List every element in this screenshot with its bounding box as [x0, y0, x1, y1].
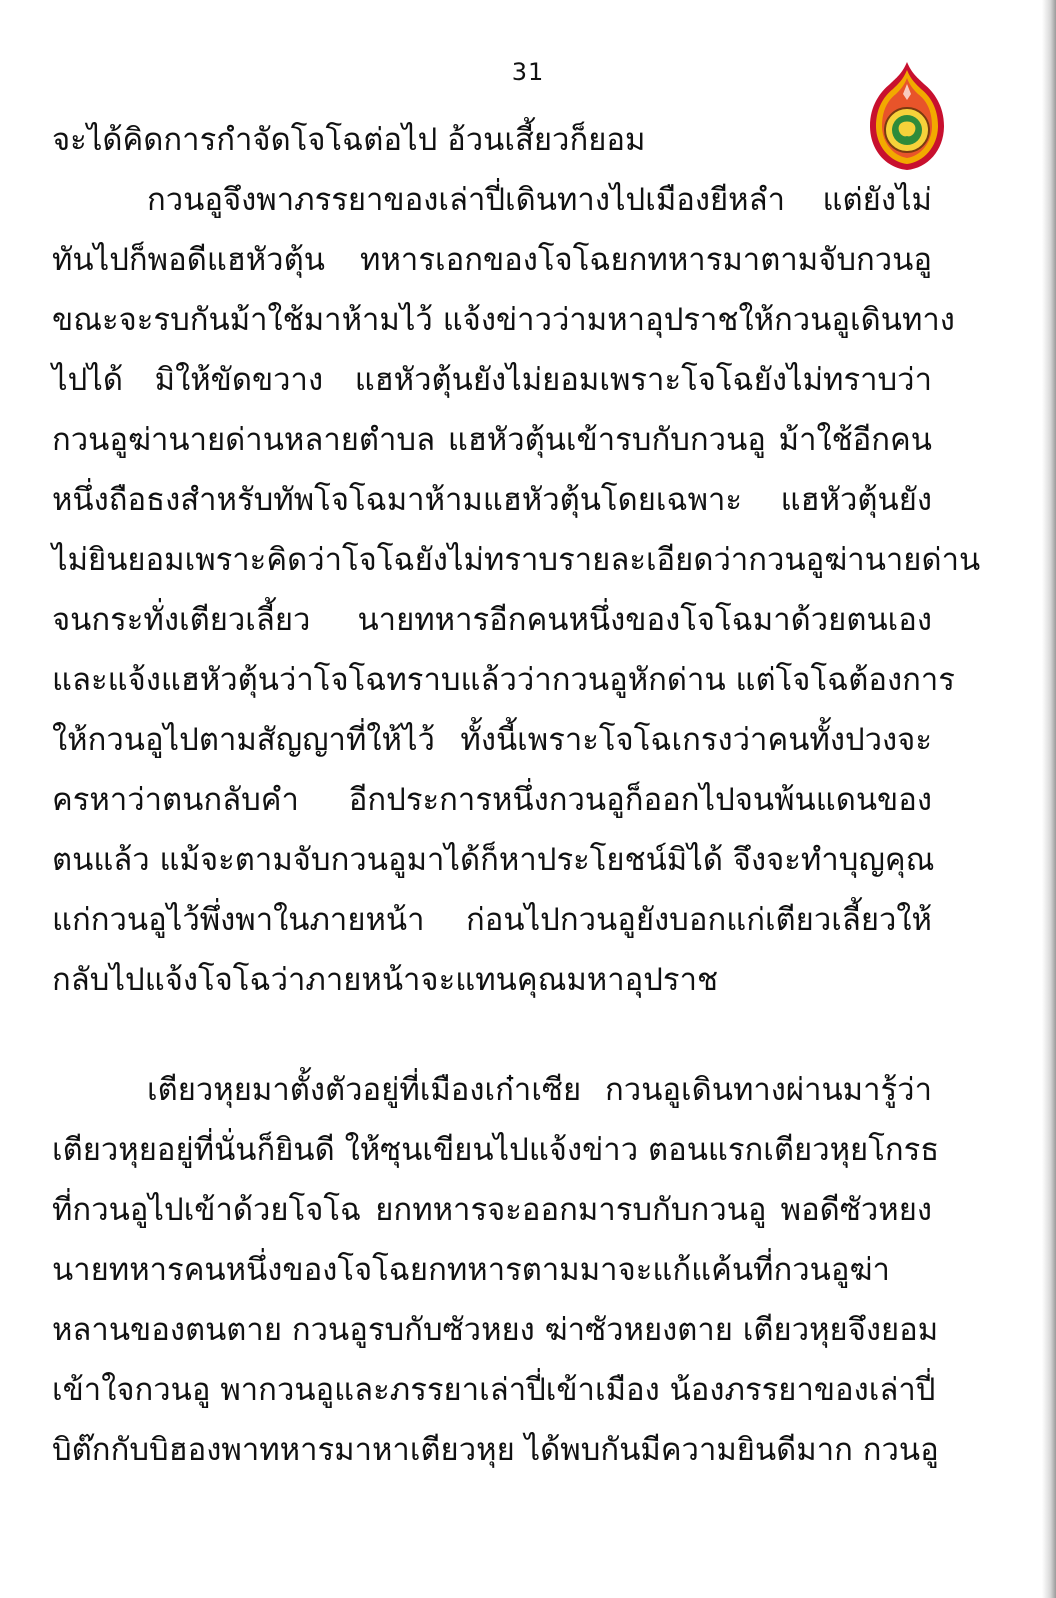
- paragraph-2-line-12: ตนแล้ว แม้จะตามจับกวนอูมาได้ก็หาประโยชน์มิได้ จึงจะทำบุญคุณ: [52, 842, 935, 878]
- paragraph-3-line-1: เตียวหุยมาตั้งตัวอยู่ที่เมืองเก๋าเซีย กวนอูเดินทางผ่านมารู้ว่า: [147, 1072, 932, 1108]
- paragraph-3-line-3: ที่กวนอูไปเข้าด้วยโจโฉ ยกทหารจะออกมารบกับกวนอู พอดีซัวหยง: [52, 1192, 932, 1228]
- paragraph-2-line-7: ไม่ยินยอมเพราะคิดว่าโจโฉยังไม่ทราบรายละเอียดว่ากวนอูฆ่านายด่าน: [52, 542, 981, 578]
- paragraph-3-line-6: เข้าใจกวนอู พากวนอูและภรรยาเล่าปี่เข้าเมือง น้องภรรยาของเล่าปี่: [52, 1372, 936, 1408]
- paragraph-3-line-7: บิต๊กกับบิฮองพาทหารมาหาเตียวหุย ได้พบกันมีความยินดีมาก กวนอู: [52, 1432, 939, 1468]
- paragraph-2-line-6: หนึ่งถือธงสำหรับทัพโจโฉมาห้ามแฮหัวตุ้นโดยเฉพาะ แฮหัวตุ้นยัง: [52, 482, 932, 518]
- paragraph-2-line-9: และแจ้งแฮหัวตุ้นว่าโจโฉทราบแล้วว่ากวนอูหักด่าน แต่โจโฉต้องการ: [52, 662, 955, 698]
- paragraph-3-line-2: เตียวหุยอยู่ที่นั่นก็ยินดี ให้ซุนเขียนไปแจ้งข่าว ตอนแรกเตียวหุยโกรธ: [52, 1132, 940, 1168]
- paragraph-2-line-1: กวนอูจึงพาภรรยาของเล่าปี่เดินทางไปเมืองยีหลำ แต่ยังไม่: [147, 182, 932, 218]
- paragraph-3-line-4: นายทหารคนหนึ่งของโจโฉยกทหารตามมาจะแก้แค้นที่กวนอูฆ่า: [52, 1252, 890, 1288]
- paragraph-2-line-3: ขณะจะรบกันม้าใช้มาห้ามไว้ แจ้งข่าวว่ามหาอุปราชให้กวนอูเดินทาง: [52, 302, 955, 338]
- paragraph-2-line-14: กลับไปแจ้งโจโฉว่าภายหน้าจะแทนคุณมหาอุปราช: [52, 962, 719, 998]
- scan-page-edge: [1042, 0, 1056, 1598]
- paragraph-2-line-8: จนกระทั่งเตียวเลี้ยว นายทหารอีกคนหนึ่งของโจโฉมาด้วยตนเอง: [52, 602, 932, 638]
- text-body-top: [52, 110, 981, 1010]
- paragraph-3-line-5: หลานของตนตาย กวนอูรบกับซัวหยง ฆ่าซัวหยงตาย เตียวหุยจึงยอม: [52, 1312, 939, 1348]
- page-number: 31: [511, 58, 545, 86]
- paragraph-2-line-10: ให้กวนอูไปตามสัญญาที่ให้ไว้ ทั้งนี้เพราะโจโฉเกรงว่าคนทั้งปวงจะ: [52, 722, 932, 758]
- text-body-bottom: [52, 1060, 940, 1480]
- paragraph-2-line-11: ครหาว่าตนกลับคำ อีกประการหนึ่งกวนอูก็ออกไปจนพ้นแดนของ: [52, 782, 932, 818]
- paragraph-2-line-4: ไปได้ มิให้ขัดขวาง แฮหัวตุ้นยังไม่ยอมเพราะโจโฉยังไม่ทราบว่า: [52, 362, 932, 398]
- paragraph-2-line-2: ทันไปก็พอดีแฮหัวตุ้น ทหารเอกของโจโฉยกทหารมาตามจับกวนอู: [52, 242, 932, 278]
- paragraph-1-line-1: จะได้คิดการกำจัดโจโฉต่อไป อ้วนเสี้ยวก็ยอม: [52, 122, 646, 158]
- paragraph-2-line-5: กวนอูฆ่านายด่านหลายตำบล แฮหัวตุ้นเข้ารบกับกวนอู ม้าใช้อีกคน: [52, 422, 932, 458]
- paragraph-2-line-13: แก่กวนอูไว้พึ่งพาในภายหน้า ก่อนไปกวนอูยังบอกแก่เตียวเลี้ยวให้: [52, 902, 932, 938]
